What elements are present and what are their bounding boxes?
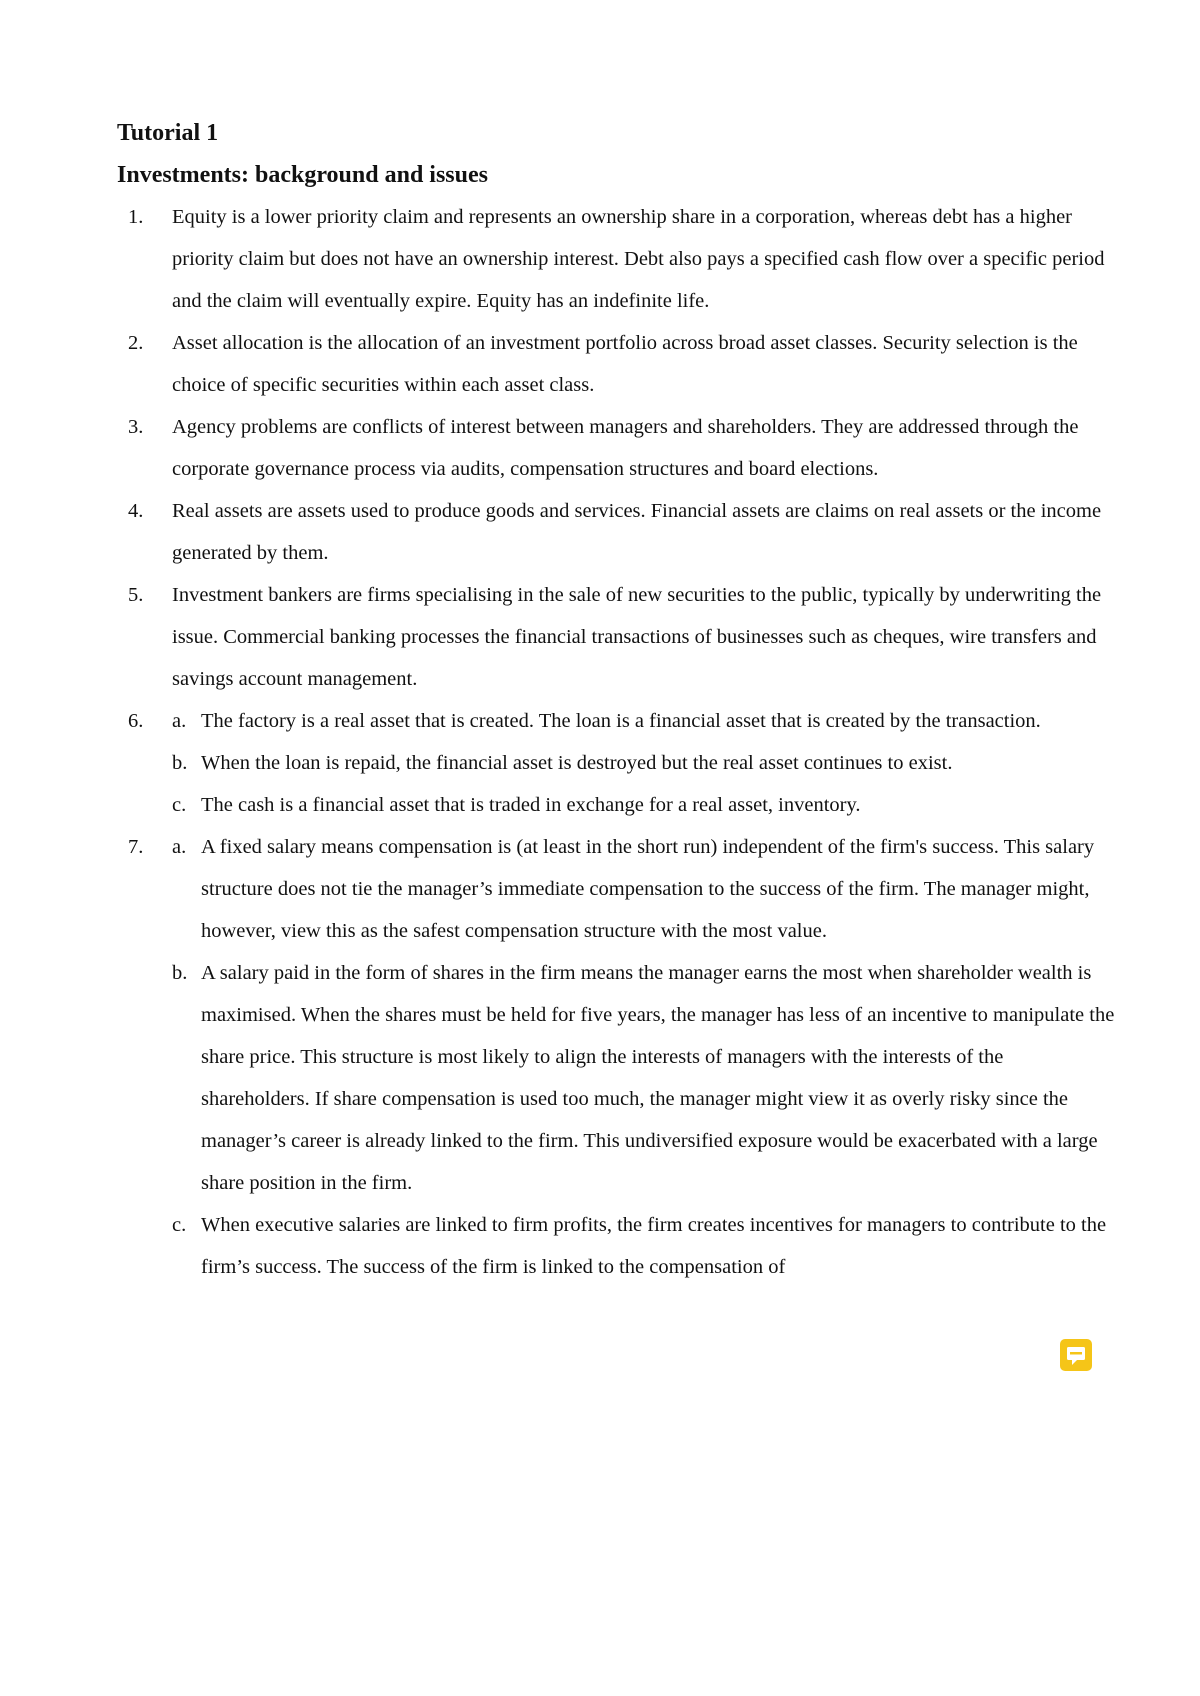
answer-number: 2. — [128, 332, 144, 354]
document-subtitle: Investments: background and issues — [117, 162, 488, 188]
sub-answer-text: The cash is a financial asset that is traded in exchange for a real asset, inventory. — [201, 794, 861, 816]
answer-item-5 — [117, 574, 1117, 700]
sub-answer-letter: b. — [172, 962, 188, 984]
answer-item-1 — [117, 196, 1117, 322]
sub-answer-item — [172, 1204, 1117, 1288]
answer-number: 3. — [128, 416, 144, 438]
answer-item-4 — [117, 490, 1117, 574]
answer-list — [117, 196, 1117, 1288]
comment-glyph — [1060, 1339, 1092, 1371]
sub-answer-item — [172, 700, 1117, 742]
sub-answer-list — [172, 700, 1117, 826]
sub-answer-text: A fixed salary means compensation is (at least in the short run) independent of the firm's success. This salary structure does not tie the manager’s immediate compensation to the success of the firm. The manager might, however, view this as the safest compensation structure with the most value. — [201, 836, 1095, 942]
answer-number: 5. — [128, 584, 144, 606]
sub-answer-letter: b. — [172, 752, 188, 774]
sub-answer-item — [172, 742, 1117, 784]
sub-answer-letter: a. — [172, 710, 187, 732]
answer-item-3 — [117, 406, 1117, 490]
answer-number: 7. — [128, 836, 144, 858]
sub-answer-text: When the loan is repaid, the financial asset is destroyed but the real asset continues to exist. — [201, 752, 953, 774]
sub-answer-letter: c. — [172, 794, 187, 816]
answer-text: Investment bankers are firms specialising in the sale of new securities to the public, typically by underwriting the issue. Commercial banking processes the financial transactions of businesses such as cheques, wire transfers and savings account management. — [172, 584, 1102, 690]
document-body — [117, 112, 1117, 1288]
answer-text: Agency problems are conflicts of interest between managers and shareholders. They are addressed through the corporate governance process via audits, compensation structures and board elections. — [172, 416, 1079, 480]
answer-number: 6. — [128, 710, 144, 732]
answer-text: Equity is a lower priority claim and represents an ownership share in a corporation, whereas debt has a higher priority claim but does not have an ownership interest. Debt also pays a specified cash flow over a specific period and the claim will eventually expire. Equity has an indefinite life. — [172, 206, 1105, 312]
answer-number: 1. — [128, 206, 144, 228]
sub-answer-list — [172, 826, 1117, 1288]
sub-answer-letter: a. — [172, 836, 187, 858]
comment-icon[interactable] — [1060, 1339, 1092, 1371]
answer-text: Real assets are assets used to produce goods and services. Financial assets are claims on real assets or the income generated by them. — [172, 500, 1102, 564]
document-title: Tutorial 1 — [117, 120, 219, 146]
sub-answer-item — [172, 952, 1117, 1204]
answer-number: 4. — [128, 500, 144, 522]
answer-item-7 — [117, 826, 1117, 1288]
sub-answer-item — [172, 784, 1117, 826]
sub-answer-text: When executive salaries are linked to firm profits, the firm creates incentives for managers to contribute to the firm’s success. The success of the firm is linked to the compensation of — [201, 1214, 1107, 1278]
sub-answer-text: A salary paid in the form of shares in the firm means the manager earns the most when shareholder wealth is maximised. When the shares must be held for five years, the manager has less of an incentive to manipulate the share price. This structure is most likely to align the interests of managers with the interests of the shareholders. If share compensation is used too much, the manager might view it as overly risky since the manager’s career is already linked to the firm. This undiversified exposure would be exacerbated with a large share position in the firm. — [201, 962, 1115, 1194]
sub-answer-item — [172, 826, 1117, 952]
answer-item-6 — [117, 700, 1117, 826]
sub-answer-letter: c. — [172, 1214, 187, 1236]
answer-item-2 — [117, 322, 1117, 406]
sub-answer-text: The factory is a real asset that is created. The loan is a financial asset that is created by the transaction. — [201, 710, 1041, 732]
answer-text: Asset allocation is the allocation of an investment portfolio across broad asset classes. Security selection is the choice of specific securities within each asset class. — [172, 332, 1078, 396]
